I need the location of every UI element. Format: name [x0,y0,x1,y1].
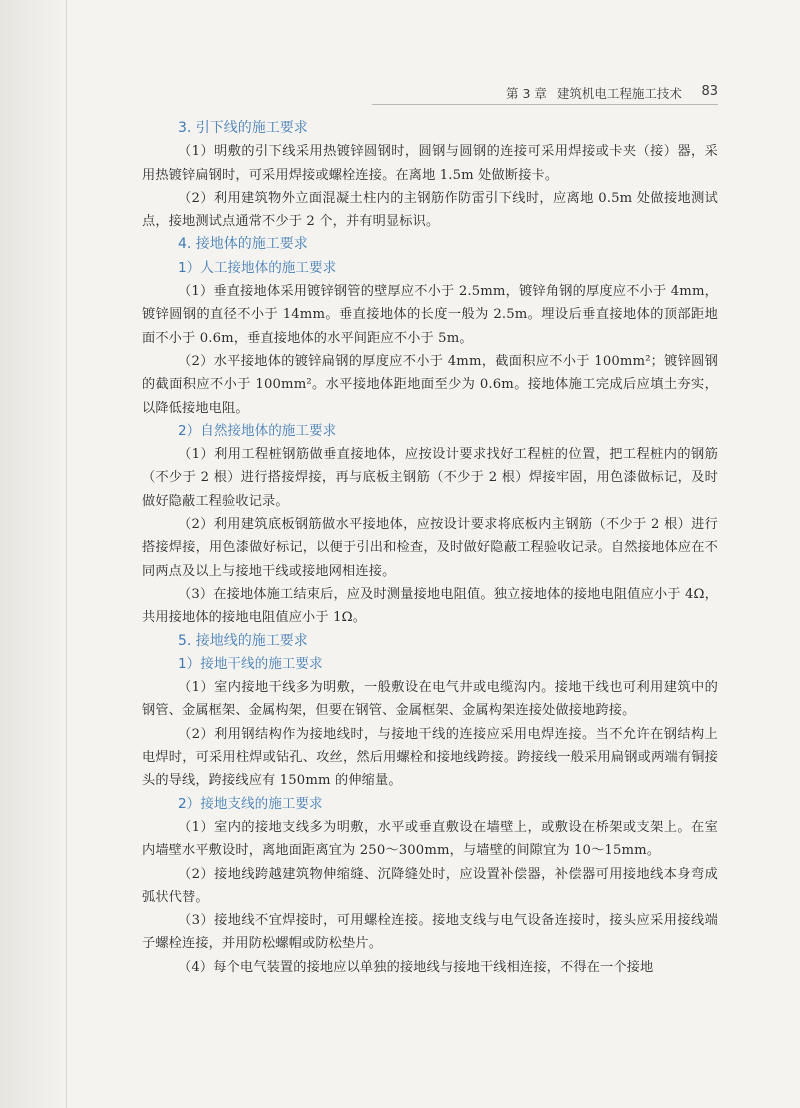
paragraph: （1）室内接地干线多为明敷，一般敷设在电气井或电缆沟内。接地干线也可利用建筑中的钢管、金属框架、金属构架，但要在钢管、金属框架、金属构架连接处做接地跨接。 [142,680,718,719]
subsection-heading: 1）接地干线的施工要求 [178,655,323,672]
section-heading: 3. 引下线的施工要求 [178,120,308,136]
page-number: 83 [701,84,718,99]
paragraph: （2）水平接地体的镀锌扁钢的厚度应不小于 4mm，截面积应不小于 100mm²；镀锌圆钢的截面积应不小于 100mm²。水平接地体距地面至少为 0.6m。接地体施工完成后应填土夯实，以降低接地电阻。 [142,353,718,416]
paragraph: （1）利用工程桩钢筋做垂直接地体，应按设计要求找好工程桩的位置，把工程桩内的钢筋（不少于 2 根）进行搭接焊接，再与底板主钢筋（不少于 2 根）焊接牢固，用色漆做标记，及时做好隐蔽工程验收记录。 [142,447,718,509]
paragraph: （1）垂直接地体采用镀锌钢管的壁厚应不小于 2.5mm，镀锌角钢的厚度应不小于 4mm，镀锌圆钢的直径不小于 14mm。垂直接地体的长度一般为 2.5m。埋设后垂直接地体的顶部距地面不小于 0.6m，垂直接地体的水平间距应不小于 5m。 [142,284,718,346]
paragraph: （1）明敷的引下线采用热镀锌圆钢时，圆钢与圆钢的连接可采用焊接或卡夹（接）器，采用热镀锌扁钢时，可采用焊接或螺栓连接。在离地 1.5m 处做断接卡。 [142,144,718,183]
paragraph: （2）利用建筑物外立面混凝土柱内的主钢筋作防雷引下线时，应离地 0.5m 处做接地测试点，接地测试点通常不少于 2 个，并有明显标识。 [142,190,718,230]
paragraph: （2）利用建筑底板钢筋做水平接地体，应按设计要求将底板内主钢筋（不少于 2 根）进行搭接焊接，用色漆做好标记，以便于引出和检查，及时做好隐蔽工程验收记录。自然接地体应在不同两点及以上与接地干线或接地网相连接。 [142,517,718,579]
paragraph: （2）利用钢结构作为接地线时，与接地干线的连接应采用电焊连接。当不允许在钢结构上电焊时，可采用柱焊或钻孔、攻丝，然后用螺栓和接地线跨接。跨接线一般采用扁钢或两端有铜接头的导线，跨接线应有 150mm 的伸缩量。 [142,726,718,789]
subsection-heading: 2）自然接地体的施工要求 [178,422,337,439]
header-chapter: 第 3 章 [506,86,547,101]
running-header [506,84,718,104]
paragraph: （2）接地线跨越建筑物伸缩缝、沉降缝处时，应设置补偿器，补偿器可用接地线本身弯成弧状代替。 [142,866,718,905]
header-title: 建筑机电工程施工技术 [556,86,682,101]
binding-gutter-shadow [0,0,70,1108]
paragraph: （3）在接地体施工结束后，应及时测量接地电阻值。独立接地体的接地电阻值应小于 4Ω，共用接地体的接地电阻值应小于 1Ω。 [142,586,718,626]
paragraph: （1）室内的接地支线多为明敷，水平或垂直敷设在墙壁上，或敷设在桥架或支架上。在室内墙壁水平敷设时，离地面距离宜为 250～300mm，与墙壁的间隙宜为 10～15mm。 [142,819,718,859]
body-text [142,117,718,979]
subsection-heading: 1）人工接地体的施工要求 [178,259,337,276]
binding-gutter-line [66,0,67,1108]
paragraph: （3）接地线不宜焊接时，可用螺栓连接。接地支线与电气设备连接时，接头应采用接线端子螺栓连接，并用防松螺帽或防松垫片。 [142,913,718,952]
header-rule [372,104,718,105]
subsection-heading: 2）接地支线的施工要求 [178,795,323,812]
paragraph: （4）每个电气装置的接地应以单独的接地线与接地干线相连接，不得在一个接地 [178,959,654,975]
section-heading: 5. 接地线的施工要求 [178,632,308,649]
section-heading: 4. 接地体的施工要求 [178,236,308,253]
